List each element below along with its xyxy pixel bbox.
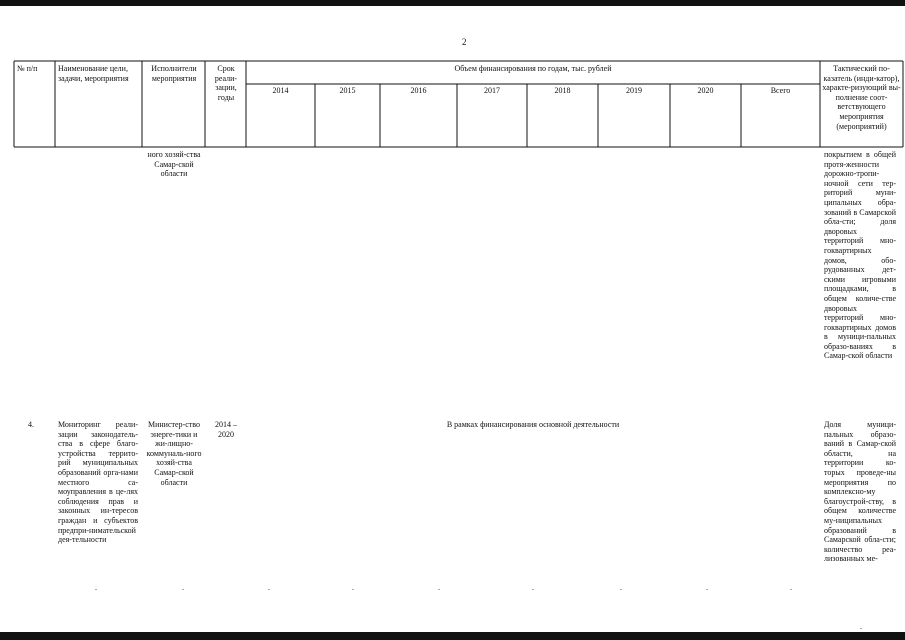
header-executors: Исполнители мероприятия (151, 64, 197, 83)
header-total: Всего (770, 86, 791, 95)
header-name: Наименование цели, задачи, мероприятия (58, 64, 129, 83)
prev-row-indicator: покрытием в общей протя-женности дорожно-тропи-ночной сети тер-риторий муни-ципальных обра-зований в Самарской обла-сти; доля дворовых территорий мно-гоквартирных домов, обо-рудованных дет-скими игровыми площадками, в общем количе-стве дворовых территорий мно-гоквартирных домов в муници-пальных образо-ваниях в Самар-ской области (824, 150, 896, 361)
header-indicator: Тактический по-казатель (инди-катор), характе-ризующий вы-полнение соот-ветствующего мероприятия (мероприятий) (822, 64, 901, 131)
scan-bottom-border (0, 632, 905, 640)
row4-name: Мониторинг реали-зации законодатель-ства в сфере благо-устройства террито-рий муниципальных образований орга-нами местного са-моуправления в це-лях соблюдения прав и законных ин-тересов граждан и субъектов предпри-нимательской дея-тельности (58, 420, 138, 545)
row4-number: 4. (28, 420, 34, 429)
header-number: № п/п (17, 64, 38, 73)
header-year-2014: 2014 (272, 86, 289, 95)
header-year-2018: 2018 (554, 86, 571, 95)
page-number: 2 (462, 37, 467, 47)
header-year-2016: 2016 (410, 86, 427, 95)
header-financing: Объем финансирования по годам, тыс. рублей (454, 64, 612, 73)
row4-indicator: Доля муници-пальных образо-ваний в Самар-ской области, на территории ко-торых проведе-ны мероприятия по комплексно-му благоустрой-ству, в общем количестве му-ниципальных образований в Самарской обла-сти; количество реа-лизованных ме- (824, 420, 896, 564)
scan-stamp: . (860, 622, 862, 631)
prev-row-executors: ного хозяй-ства Самар-ской области (147, 150, 201, 179)
row4-term: 2014 – 2020 (215, 420, 237, 439)
row4-financing: В рамках финансирования основной деятельности (446, 420, 620, 429)
header-year-2019: 2019 (626, 86, 642, 95)
header-year-2020: 2020 (697, 86, 714, 95)
header-year-2015: 2015 (339, 86, 356, 95)
header-term: Срок реали-зации, годы (214, 64, 238, 102)
scan-top-border (0, 0, 905, 6)
row4-executors: Министер-ство энерге-тики и жи-лищно-коммуналь-ного хозяй-ства Самар-ской области (146, 420, 202, 487)
header-year-2017: 2017 (484, 86, 500, 95)
